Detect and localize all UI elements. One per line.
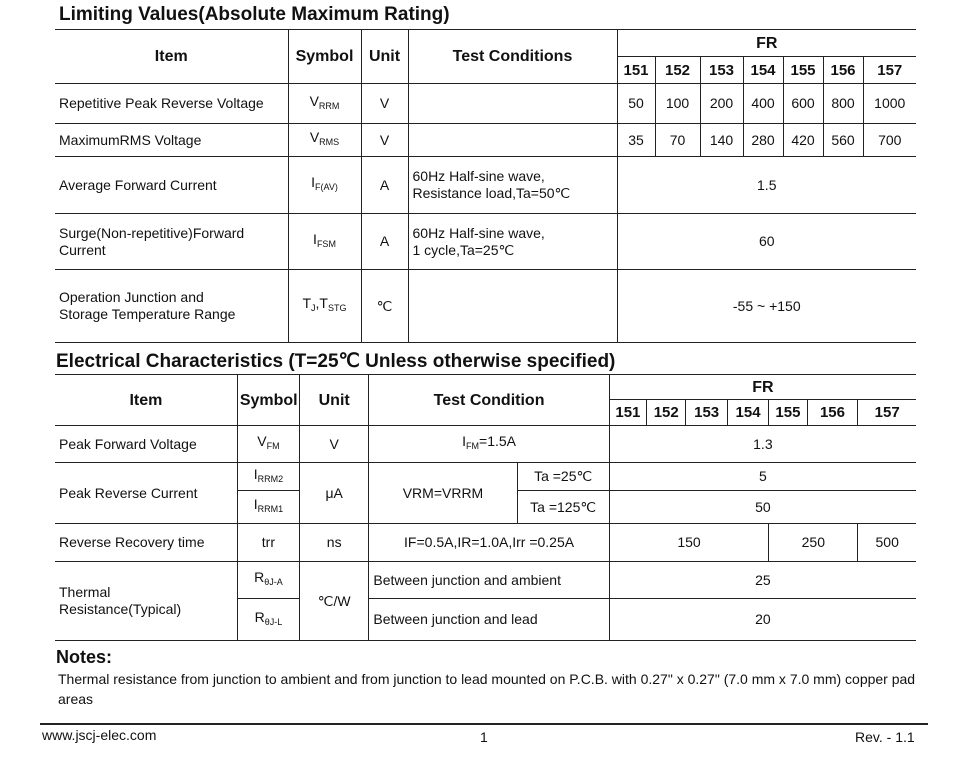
row-item: Peak Forward Voltage bbox=[55, 426, 237, 463]
value: 50 bbox=[617, 84, 655, 124]
value: 20 bbox=[609, 599, 916, 641]
part-157: 157 bbox=[863, 57, 916, 84]
row-item: Repetitive Peak Reverse Voltage bbox=[55, 84, 288, 124]
row-condition: $I_{FM}=1.5A$ bbox=[369, 426, 609, 463]
row-unit: A bbox=[361, 157, 408, 214]
footer-page-number: 1 bbox=[480, 729, 488, 745]
row-unit: V bbox=[361, 124, 408, 157]
part-152: 152 bbox=[647, 400, 686, 426]
row-item: Average Forward Current bbox=[55, 157, 288, 214]
row-symbol: $V_{RMS}$ bbox=[288, 124, 361, 157]
part-152: 152 bbox=[655, 57, 700, 84]
value: 100 bbox=[655, 84, 700, 124]
header-item: Item bbox=[55, 30, 288, 84]
row-unit: ℃ bbox=[361, 270, 408, 343]
header-unit: Unit bbox=[299, 375, 368, 426]
part-157: 157 bbox=[858, 400, 916, 426]
value: 420 bbox=[783, 124, 823, 157]
row-condition: 60Hz Half-sine wave, 1 cycle,Ta=25℃ bbox=[408, 214, 617, 270]
row-condition bbox=[408, 84, 617, 124]
row-condition: 60Hz Half-sine wave, Resistance load,Ta=50℃ bbox=[408, 157, 617, 214]
row-condition bbox=[408, 124, 617, 157]
value: 5 bbox=[609, 463, 916, 491]
ta-25: Ta =25℃ bbox=[517, 463, 609, 491]
value: 1.3 bbox=[609, 426, 916, 463]
notes-title: Notes: bbox=[56, 647, 113, 667]
ta-125: Ta =125℃ bbox=[517, 491, 609, 524]
row-symbol: $R_{\theta J-L}$ bbox=[237, 599, 299, 641]
value: 560 bbox=[823, 124, 863, 157]
row-item: Peak Reverse Current bbox=[55, 463, 237, 524]
notes-text: Thermal resistance from junction to ambient and from junction to lead mounted on P.C.B. with 0.27" x 0.27" (7.0 mm x 7.0 mm) copper pad areas bbox=[58, 671, 916, 707]
row-item: Operation Junction and Storage Temperature Range bbox=[55, 270, 288, 343]
value: 50 bbox=[609, 491, 916, 524]
row-symbol: $I_{FSM}$ bbox=[288, 214, 361, 270]
part-154: 154 bbox=[727, 400, 768, 426]
part-156: 156 bbox=[807, 400, 858, 426]
part-155: 155 bbox=[769, 400, 807, 426]
value: 150 bbox=[609, 524, 769, 562]
part-151: 151 bbox=[609, 400, 646, 426]
electrical-characteristics-title: Electrical Characteristics (T=25℃ Unless otherwise specified) bbox=[56, 351, 616, 372]
value: 60 bbox=[617, 214, 916, 270]
row-condition: Between junction and ambient bbox=[369, 562, 609, 599]
row-symbol: $R_{\theta J-A}$ bbox=[237, 562, 299, 599]
part-151: 151 bbox=[617, 57, 655, 84]
header-unit: Unit bbox=[361, 30, 408, 84]
row-condition: Between junction and lead bbox=[369, 599, 609, 641]
row-item: Thermal Resistance(Typical) bbox=[55, 562, 237, 641]
header-symbol: Symbol bbox=[237, 375, 299, 426]
row-condition bbox=[408, 270, 617, 343]
value: 140 bbox=[700, 124, 743, 157]
part-154: 154 bbox=[743, 57, 783, 84]
row-item: Reverse Recovery time bbox=[55, 524, 237, 562]
row-item: Surge(Non-repetitive)Forward Current bbox=[55, 214, 288, 270]
row-symbol: $I_{RRM2}$ bbox=[237, 463, 299, 491]
value: 500 bbox=[858, 524, 916, 562]
value: 600 bbox=[783, 84, 823, 124]
value: 35 bbox=[617, 124, 655, 157]
limiting-values-table bbox=[55, 29, 916, 343]
footer-divider bbox=[40, 723, 928, 725]
value: 1.5 bbox=[617, 157, 916, 214]
part-153: 153 bbox=[686, 400, 727, 426]
part-156: 156 bbox=[823, 57, 863, 84]
row-unit: A bbox=[361, 214, 408, 270]
row-symbol: $V_{RRM}$ bbox=[288, 84, 361, 124]
row-condition: VRM=VRRM bbox=[369, 463, 517, 524]
limiting-values-title: Limiting Values(Absolute Maximum Rating) bbox=[59, 4, 450, 25]
row-unit: μA bbox=[299, 463, 368, 524]
row-unit: ns bbox=[299, 524, 368, 562]
row-symbol: $I_{F(AV)}$ bbox=[288, 157, 361, 214]
value: 70 bbox=[655, 124, 700, 157]
value: 250 bbox=[769, 524, 858, 562]
header-test-condition: Test Condition bbox=[369, 375, 609, 426]
row-symbol: $V_{FM}$ bbox=[237, 426, 299, 463]
row-unit: V bbox=[361, 84, 408, 124]
row-condition: IF=0.5A,IR=1.0A,Irr =0.25A bbox=[369, 524, 609, 562]
row-item: MaximumRMS Voltage bbox=[55, 124, 288, 157]
value: 700 bbox=[863, 124, 916, 157]
header-fr: FR bbox=[617, 30, 916, 57]
value: 25 bbox=[609, 562, 916, 599]
value: 400 bbox=[743, 84, 783, 124]
value: 200 bbox=[700, 84, 743, 124]
value: 1000 bbox=[863, 84, 916, 124]
header-fr: FR bbox=[609, 375, 916, 400]
row-unit: V bbox=[299, 426, 368, 463]
row-unit: ℃/W bbox=[299, 562, 368, 641]
part-153: 153 bbox=[700, 57, 743, 84]
value: -55 ~ +150 bbox=[617, 270, 916, 343]
value: 800 bbox=[823, 84, 863, 124]
electrical-characteristics-table bbox=[55, 374, 916, 641]
header-symbol: Symbol bbox=[288, 30, 361, 84]
row-symbol: $T_J,T_{STG}$ bbox=[288, 270, 361, 343]
row-symbol: $I_{RRM1}$ bbox=[237, 491, 299, 524]
footer-revision: Rev. - 1.1 bbox=[855, 729, 915, 745]
header-item: Item bbox=[55, 375, 237, 426]
row-symbol: trr bbox=[237, 524, 299, 562]
part-155: 155 bbox=[783, 57, 823, 84]
header-test-conditions: Test Conditions bbox=[408, 30, 617, 84]
value: 280 bbox=[743, 124, 783, 157]
footer-website: www.jscj-elec.com bbox=[42, 727, 157, 743]
